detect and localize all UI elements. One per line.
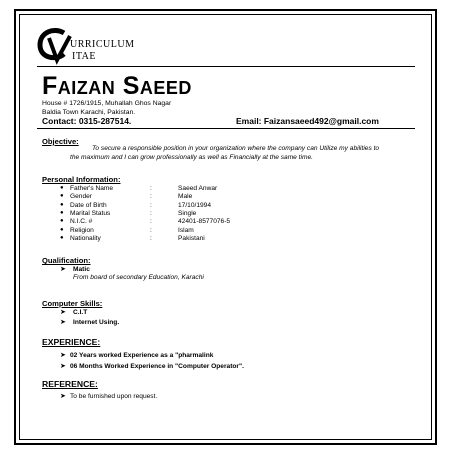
bullet-dot-icon: ● xyxy=(60,185,64,191)
personal-info-separator: : xyxy=(150,201,152,209)
bullet-dot-icon: ● xyxy=(60,201,64,208)
qualification-item: Matic xyxy=(73,266,90,273)
personal-info-label: Nationality xyxy=(70,234,101,242)
personal-info-separator: : xyxy=(150,234,152,242)
experience-heading: EXPERIENCE: xyxy=(42,337,101,347)
personal-info-separator: : xyxy=(150,193,152,201)
arrow-bullet-icon: ➤ xyxy=(60,363,66,370)
personal-info-label: Religion xyxy=(70,226,94,234)
bullet-dot-icon: ● xyxy=(60,218,64,225)
personal-info-value: 17/10/1994 xyxy=(178,201,212,209)
address-line-1: House # 1726/1915, Muhallah Ghos Nagar xyxy=(42,100,172,107)
personal-info-label: Marital Status xyxy=(70,209,111,217)
logo-text xyxy=(70,39,135,63)
arrow-bullet-icon: ➤ xyxy=(60,393,66,400)
candidate-name: Faizan Saeed xyxy=(42,72,192,100)
personal-info-value: Single xyxy=(178,209,197,217)
contact-phone: Contact: 0315-287514. xyxy=(42,116,132,126)
bullet-dot-icon: ● xyxy=(60,226,64,233)
reference-heading: REFERENCE: xyxy=(42,379,98,389)
personal-info-separator: : xyxy=(150,185,152,192)
objective-text: To secure a responsible position in your organization where the company can Utilize my abilities to the maximum and I can grow professionally as well as Financially at the same time. xyxy=(70,145,380,161)
address xyxy=(42,99,171,117)
experience-item: 02 Years worked Experience as a "pharmalink xyxy=(70,352,214,359)
logo-line-2: ITAE xyxy=(72,51,96,62)
personal-info-label: Father's Name xyxy=(70,185,114,192)
objective-heading: Objective: xyxy=(42,137,79,146)
experience-item: 06 Months Worked Experience in "Computer Operator". xyxy=(70,363,244,370)
personal-heading: Personal Information: xyxy=(42,175,121,184)
arrow-bullet-icon: ➤ xyxy=(60,266,66,273)
header-rule xyxy=(37,66,415,67)
logo-line-1: URRICULUM xyxy=(70,39,135,50)
personal-info-value: Saeed Anwar xyxy=(178,185,218,192)
computer-skill-item: C.I.T xyxy=(73,309,88,316)
personal-info-label: N.I.C. # xyxy=(70,218,93,226)
computer-skills-heading: Computer Skills: xyxy=(42,299,103,308)
bullet-dot-icon: ● xyxy=(60,234,64,241)
computer-skill-item: Internet Using. xyxy=(73,319,120,326)
reference-item: To be furnished upon request. xyxy=(70,393,158,400)
personal-info-separator: : xyxy=(150,209,152,217)
personal-info-value: 42401-8577076-5 xyxy=(178,218,231,226)
address-line-2: Baldia Town Karachi, Pakistan. xyxy=(42,109,136,116)
contact-rule xyxy=(37,128,415,129)
arrow-bullet-icon: ➤ xyxy=(60,319,66,326)
personal-info-value: Male xyxy=(178,193,193,201)
bullet-dot-icon: ● xyxy=(60,193,64,200)
personal-info-separator: : xyxy=(150,218,152,226)
personal-info-label: Gender xyxy=(70,193,92,201)
personal-info-separator: : xyxy=(150,226,152,234)
contact-email: Email: Faizansaeed492@gmail.com xyxy=(236,116,379,126)
qualification-detail: From board of secondary Education, Karachi xyxy=(73,274,204,281)
arrow-bullet-icon: ➤ xyxy=(60,309,66,316)
arrow-bullet-icon: ➤ xyxy=(60,352,66,359)
bullet-dot-icon: ● xyxy=(60,209,64,216)
qualification-heading: Qualification: xyxy=(42,256,91,265)
personal-info-value: Pakistani xyxy=(178,234,205,242)
personal-info-value: Islam xyxy=(178,226,194,234)
personal-info-label: Date of Birth xyxy=(70,201,107,209)
